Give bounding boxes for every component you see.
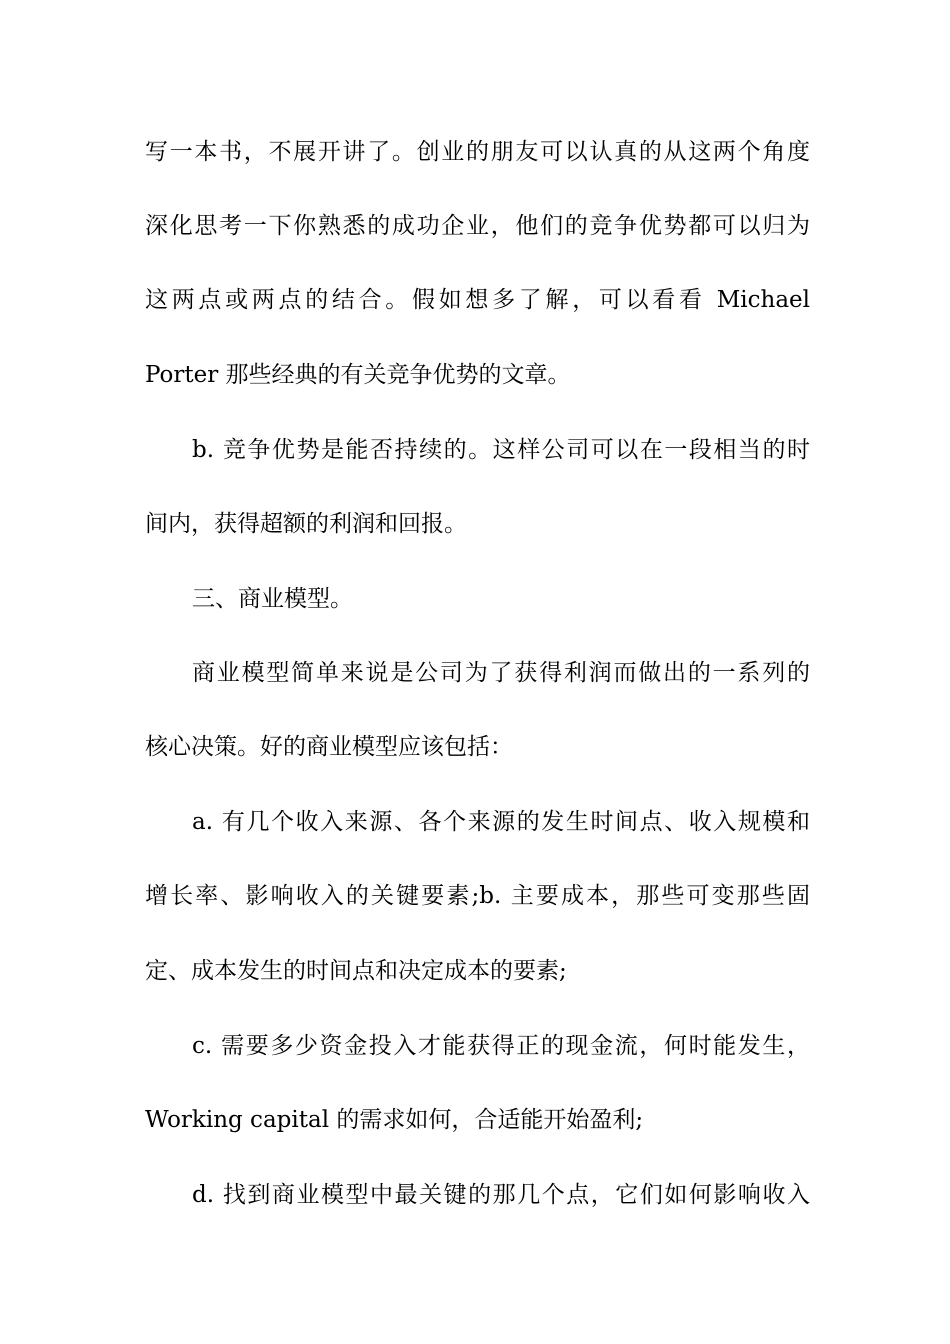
paragraph-line: 核心决策。好的商业模型应该包括： <box>145 734 513 760</box>
paragraph-line: 商业模型简单来说是公司为了获得利润而做出的一系列的 <box>192 660 810 686</box>
paragraph-line: 间内，获得超额的利润和回报。 <box>145 511 467 537</box>
paragraph-line: 增长率、影响收入的关键要素;b. 主要成本，那些可变那些固 <box>145 883 810 909</box>
paragraph-line: b. 竞争优势是能否持续的。这样公司可以在一段相当的时 <box>192 437 810 463</box>
paragraph-line: c. 需要多少资金投入才能获得正的现金流，何时能发生， <box>192 1033 810 1059</box>
paragraph-line: 这两点或两点的结合。假如想多了解，可以看看 Michael <box>145 287 810 313</box>
paragraph-line: 深化思考一下你熟悉的成功企业，他们的竞争优势都可以归为 <box>145 213 810 239</box>
paragraph-line: 定、成本发生的时间点和决定成本的要素; <box>145 958 567 984</box>
paragraph-line: 写一本书，不展开讲了。创业的朋友可以认真的从这两个角度 <box>145 139 810 165</box>
paragraph-line: a. 有几个收入来源、各个来源的发生时间点、收入规模和 <box>192 809 810 835</box>
section-heading: 三、商业模型。 <box>192 586 353 612</box>
paragraph-line: Working capital 的需求如何，合适能开始盈利; <box>145 1107 644 1133</box>
paragraph-line: d. 找到商业模型中最关键的那几个点，它们如何影响收入 <box>192 1182 810 1208</box>
paragraph-line: Porter 那些经典的有关竞争优势的文章。 <box>145 362 571 388</box>
